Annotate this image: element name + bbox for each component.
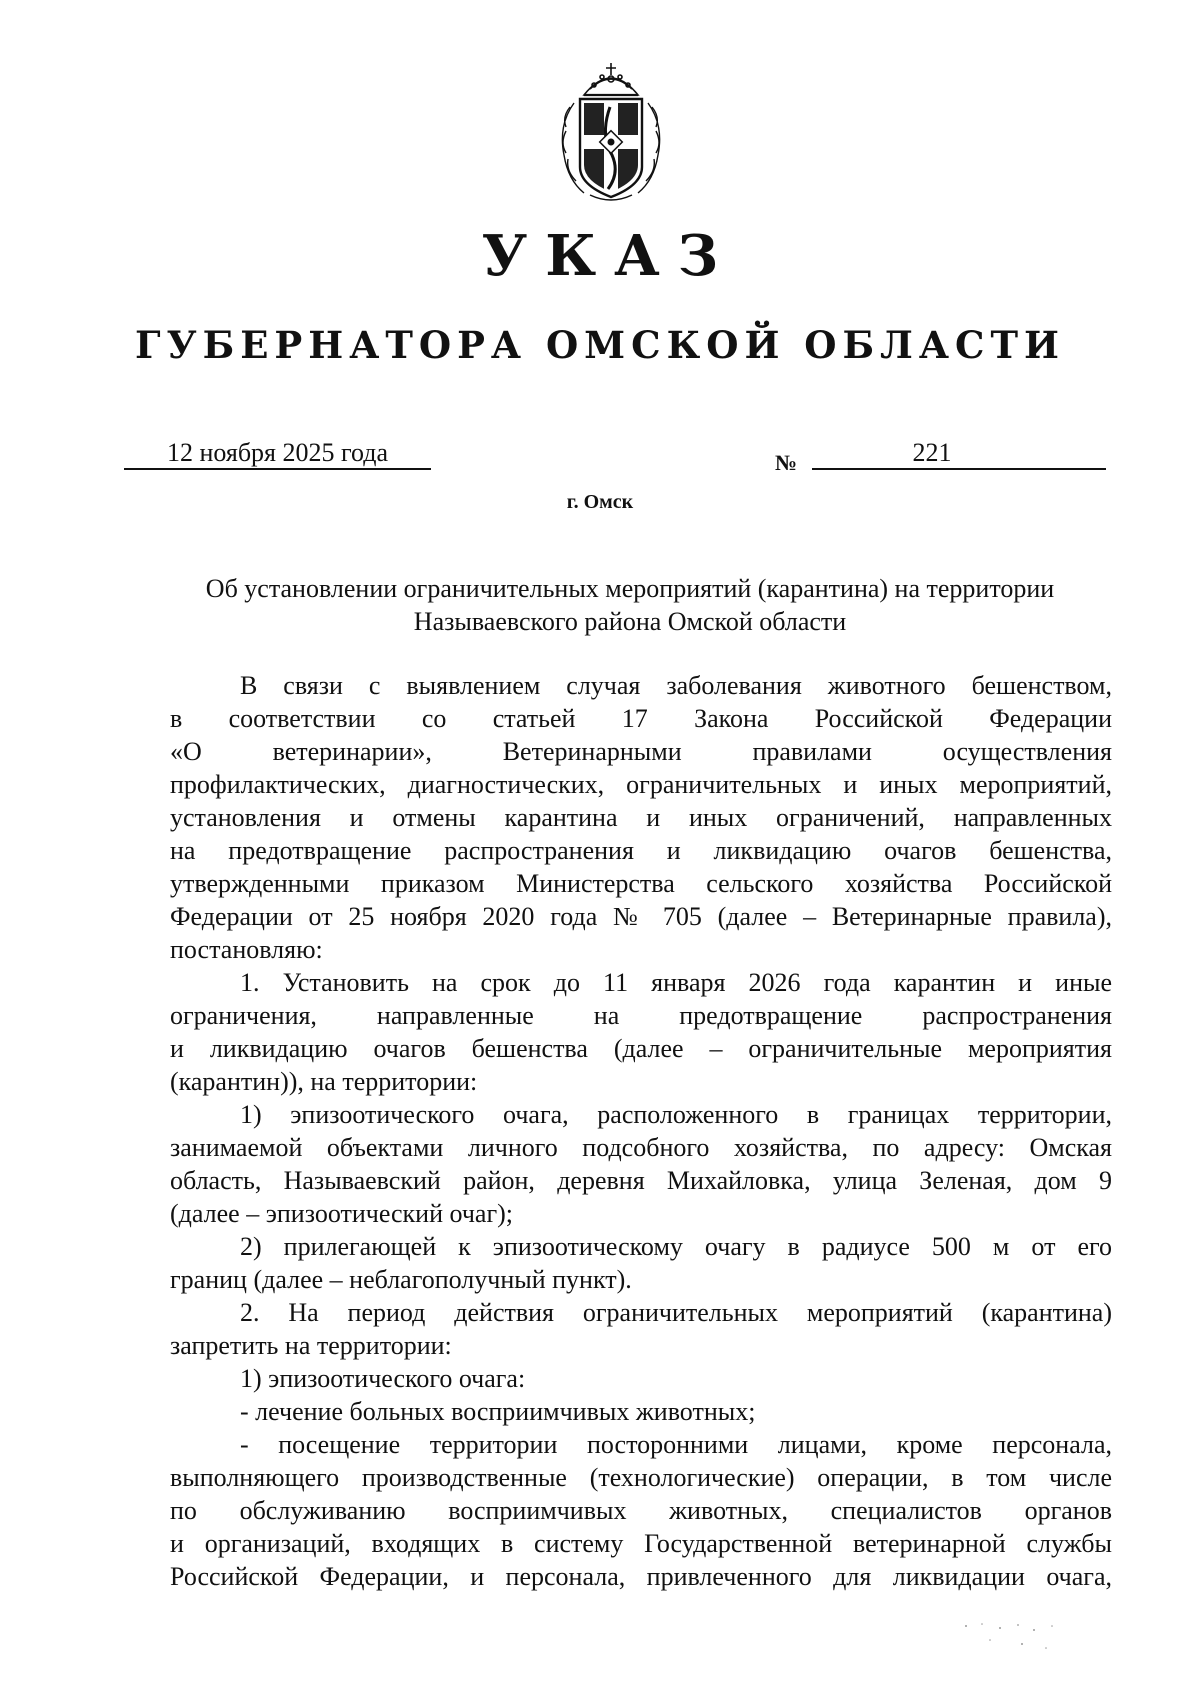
- document-title: УКАЗ: [481, 223, 737, 289]
- body-line: постановляю:: [170, 935, 323, 964]
- body-line: в соответствии со статьей 17 Закона Российской Федерации: [170, 704, 1112, 733]
- number-sign: №: [775, 450, 798, 475]
- body-line: (карантин)), на территории:: [170, 1067, 478, 1096]
- body-line: ограничения, направленные на предотвращение распространения: [170, 1001, 1112, 1030]
- body-line: установления и отмены карантина и иных ограничений, направленных: [170, 803, 1112, 832]
- body-line: - посещение территории посторонними лицами, кроме персонала,: [240, 1430, 1112, 1459]
- scan-noise: [960, 1618, 1070, 1658]
- body-line: Российской Федерации, и персонала, привлеченного для ликвидации очага,: [170, 1562, 1112, 1591]
- document-date: 12 ноября 2025 года: [166, 438, 389, 467]
- body-line: В связи с выявлением случая заболевания животного бешенством,: [240, 671, 1112, 700]
- body-line: границ (далее – неблагополучный пункт).: [170, 1265, 632, 1294]
- body-line: - лечение больных восприимчивых животных;: [240, 1397, 756, 1426]
- body-line: профилактических, диагностических, ограничительных и иных мероприятий,: [170, 770, 1112, 799]
- document-body: [170, 669, 1112, 1593]
- number-underline: [812, 468, 1106, 470]
- body-line: 1. Установить на срок до 11 января 2026 года карантин и иные: [240, 968, 1112, 997]
- body-line: (далее – эпизоотический очаг);: [170, 1199, 514, 1228]
- heading-line: Об установлении ограничительных мероприятий (карантина) на территории: [205, 574, 1055, 603]
- heading-line: Называевского района Омской области: [413, 607, 847, 636]
- body-line: выполняющего производственные (технологические) операции, в том числе: [170, 1463, 1112, 1492]
- document-heading: [130, 572, 1130, 638]
- body-line: «О ветеринарии», Ветеринарными правилами осуществления: [170, 737, 1112, 766]
- body-line: 1) эпизоотического очага, расположенного в границах территории,: [240, 1100, 1112, 1129]
- body-line: 2. На период действия ограничительных мероприятий (карантина): [240, 1298, 1112, 1327]
- body-line: на предотвращение распространения и ликвидацию очагов бешенства,: [170, 836, 1112, 865]
- coat-of-arms-icon: [554, 55, 668, 205]
- body-line: запретить на территории:: [170, 1331, 452, 1360]
- document-city: г. Омск: [566, 491, 634, 513]
- document-subtitle: ГУБЕРНАТОРА ОМСКОЙ ОБЛАСТИ: [135, 323, 1065, 367]
- body-line: утвержденными приказом Министерства сельского хозяйства Российской: [170, 869, 1112, 898]
- body-line: занимаемой объектами личного подсобного хозяйства, по адресу: Омская: [170, 1133, 1112, 1162]
- body-line: и организаций, входящих в систему Государственной ветеринарной службы: [170, 1529, 1112, 1558]
- body-line: и ликвидацию очагов бешенства (далее – ограничительные мероприятия: [170, 1034, 1112, 1063]
- body-line: по обслуживанию восприимчивых животных, специалистов органов: [170, 1496, 1112, 1525]
- date-underline: [124, 468, 431, 470]
- body-line: Федерации от 25 ноября 2020 года № 705 (далее – Ветеринарные правила),: [170, 902, 1112, 931]
- body-line: 1) эпизоотического очага:: [240, 1364, 526, 1393]
- body-line: область, Называевский район, деревня Михайловка, улица Зеленая, дом 9: [170, 1166, 1112, 1195]
- body-line: 2) прилегающей к эпизоотическому очагу в радиусе 500 м от его: [240, 1232, 1112, 1261]
- document-number: 221: [912, 438, 952, 467]
